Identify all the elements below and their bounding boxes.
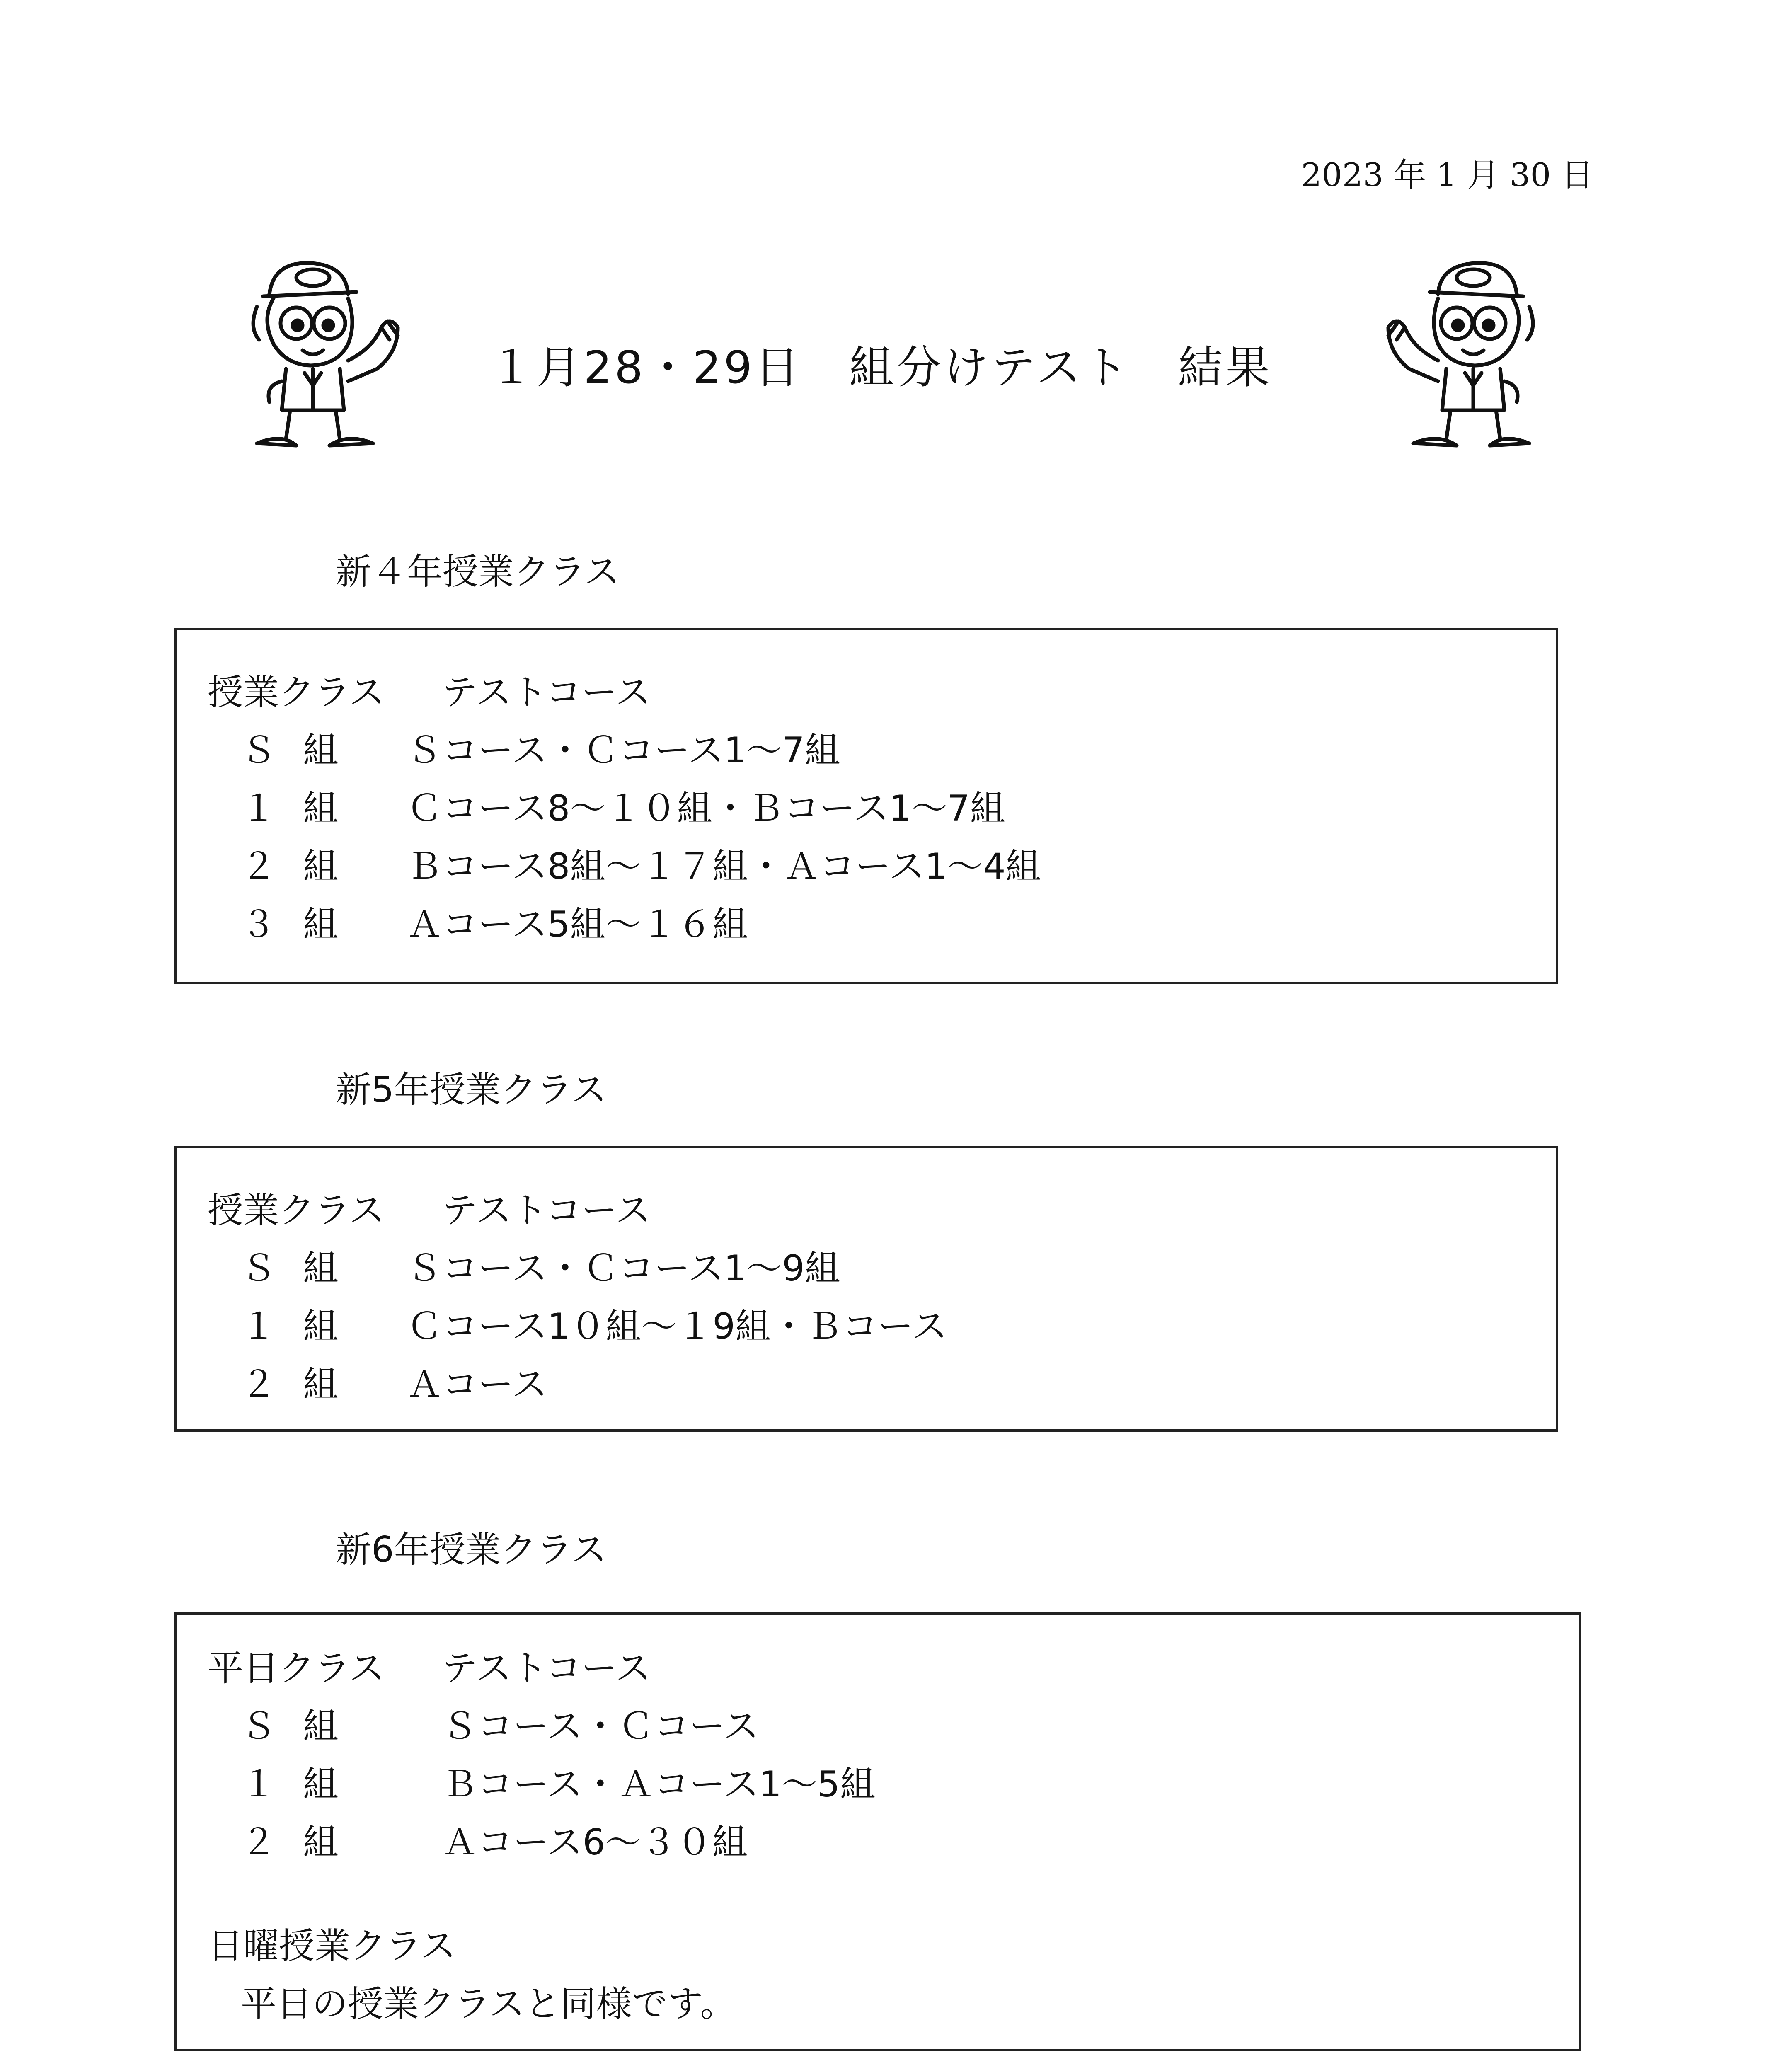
sunday-class-note: 平日の授業クラスと同様です。 [241, 1983, 736, 2025]
course-text: Ｓコース・Ｃコース1～9組 [407, 1248, 840, 1289]
class-name: ３ [241, 904, 276, 945]
col-header-course: テストコース [442, 1648, 651, 1689]
box-header [208, 1639, 385, 1691]
mascot-right-illustration [1380, 244, 1562, 460]
box-header [208, 663, 385, 715]
kumi-label: 組 [303, 1364, 339, 1405]
course-text: Ａコース [407, 1364, 547, 1405]
box-header [208, 1181, 385, 1233]
course-text: Ａコース5組～１６組 [407, 904, 748, 945]
col-header-class: 授業クラス [208, 1190, 385, 1231]
mascot-left-illustration [224, 244, 406, 460]
kumi-label: 組 [303, 904, 339, 945]
col-header-course: テストコース [442, 672, 651, 713]
course-text: Ｓコース・Ｃコース [442, 1706, 759, 1747]
kumi-label: 組 [303, 1822, 339, 1863]
class-name: １ [241, 1764, 276, 1805]
section-heading-grade5: 新5年授業クラス [336, 1069, 607, 1111]
course-text: Ｃコース8～１０組・Ｂコース1～7組 [407, 788, 1006, 829]
course-text: Ｓコース・Ｃコース1～7組 [407, 730, 840, 771]
kumi-label: 組 [303, 1306, 339, 1347]
class-name: １ [241, 788, 276, 829]
kumi-label: 組 [303, 1706, 339, 1747]
course-text: Ａコース6～３０組 [442, 1822, 748, 1863]
kumi-label: 組 [303, 846, 339, 887]
sunday-class-heading: 日曜授業クラス [208, 1925, 456, 1967]
class-name: Ｓ [241, 730, 276, 771]
box-header-course [442, 1639, 651, 1691]
class-name: ２ [241, 1822, 276, 1863]
section-heading-grade6: 新6年授業クラス [336, 1529, 607, 1571]
kumi-label: 組 [303, 730, 339, 771]
kumi-label: 組 [303, 1248, 339, 1289]
class-name: Ｓ [241, 1706, 276, 1747]
class-box-grade5 [174, 1146, 1558, 1432]
page-title: １月28・29日 組分けテスト 結果 [489, 342, 1273, 394]
class-name: ２ [241, 846, 276, 887]
class-name: ２ [241, 1364, 276, 1405]
section-heading-grade4: 新４年授業クラス [336, 551, 620, 593]
box-header-course [442, 663, 651, 715]
class-name: １ [241, 1306, 276, 1347]
col-header-course: テストコース [442, 1190, 651, 1231]
class-box-grade4 [174, 628, 1558, 984]
course-text: Ｃコース1０組～１9組・Ｂコース [407, 1306, 947, 1347]
class-box-grade6 [174, 1612, 1581, 2051]
col-header-class: 平日クラス [208, 1648, 385, 1689]
box-header-course [442, 1181, 651, 1233]
course-text: Ｂコース・Ａコース1～5組 [442, 1764, 876, 1805]
course-text: Ｂコース8組～１７組・Ａコース1～4組 [407, 846, 1041, 887]
kumi-label: 組 [303, 788, 339, 829]
col-header-class: 授業クラス [208, 672, 385, 713]
document-date: 2023 年 1 月 30 日 [1301, 157, 1593, 194]
class-name: Ｓ [241, 1248, 276, 1289]
kumi-label: 組 [303, 1764, 339, 1805]
